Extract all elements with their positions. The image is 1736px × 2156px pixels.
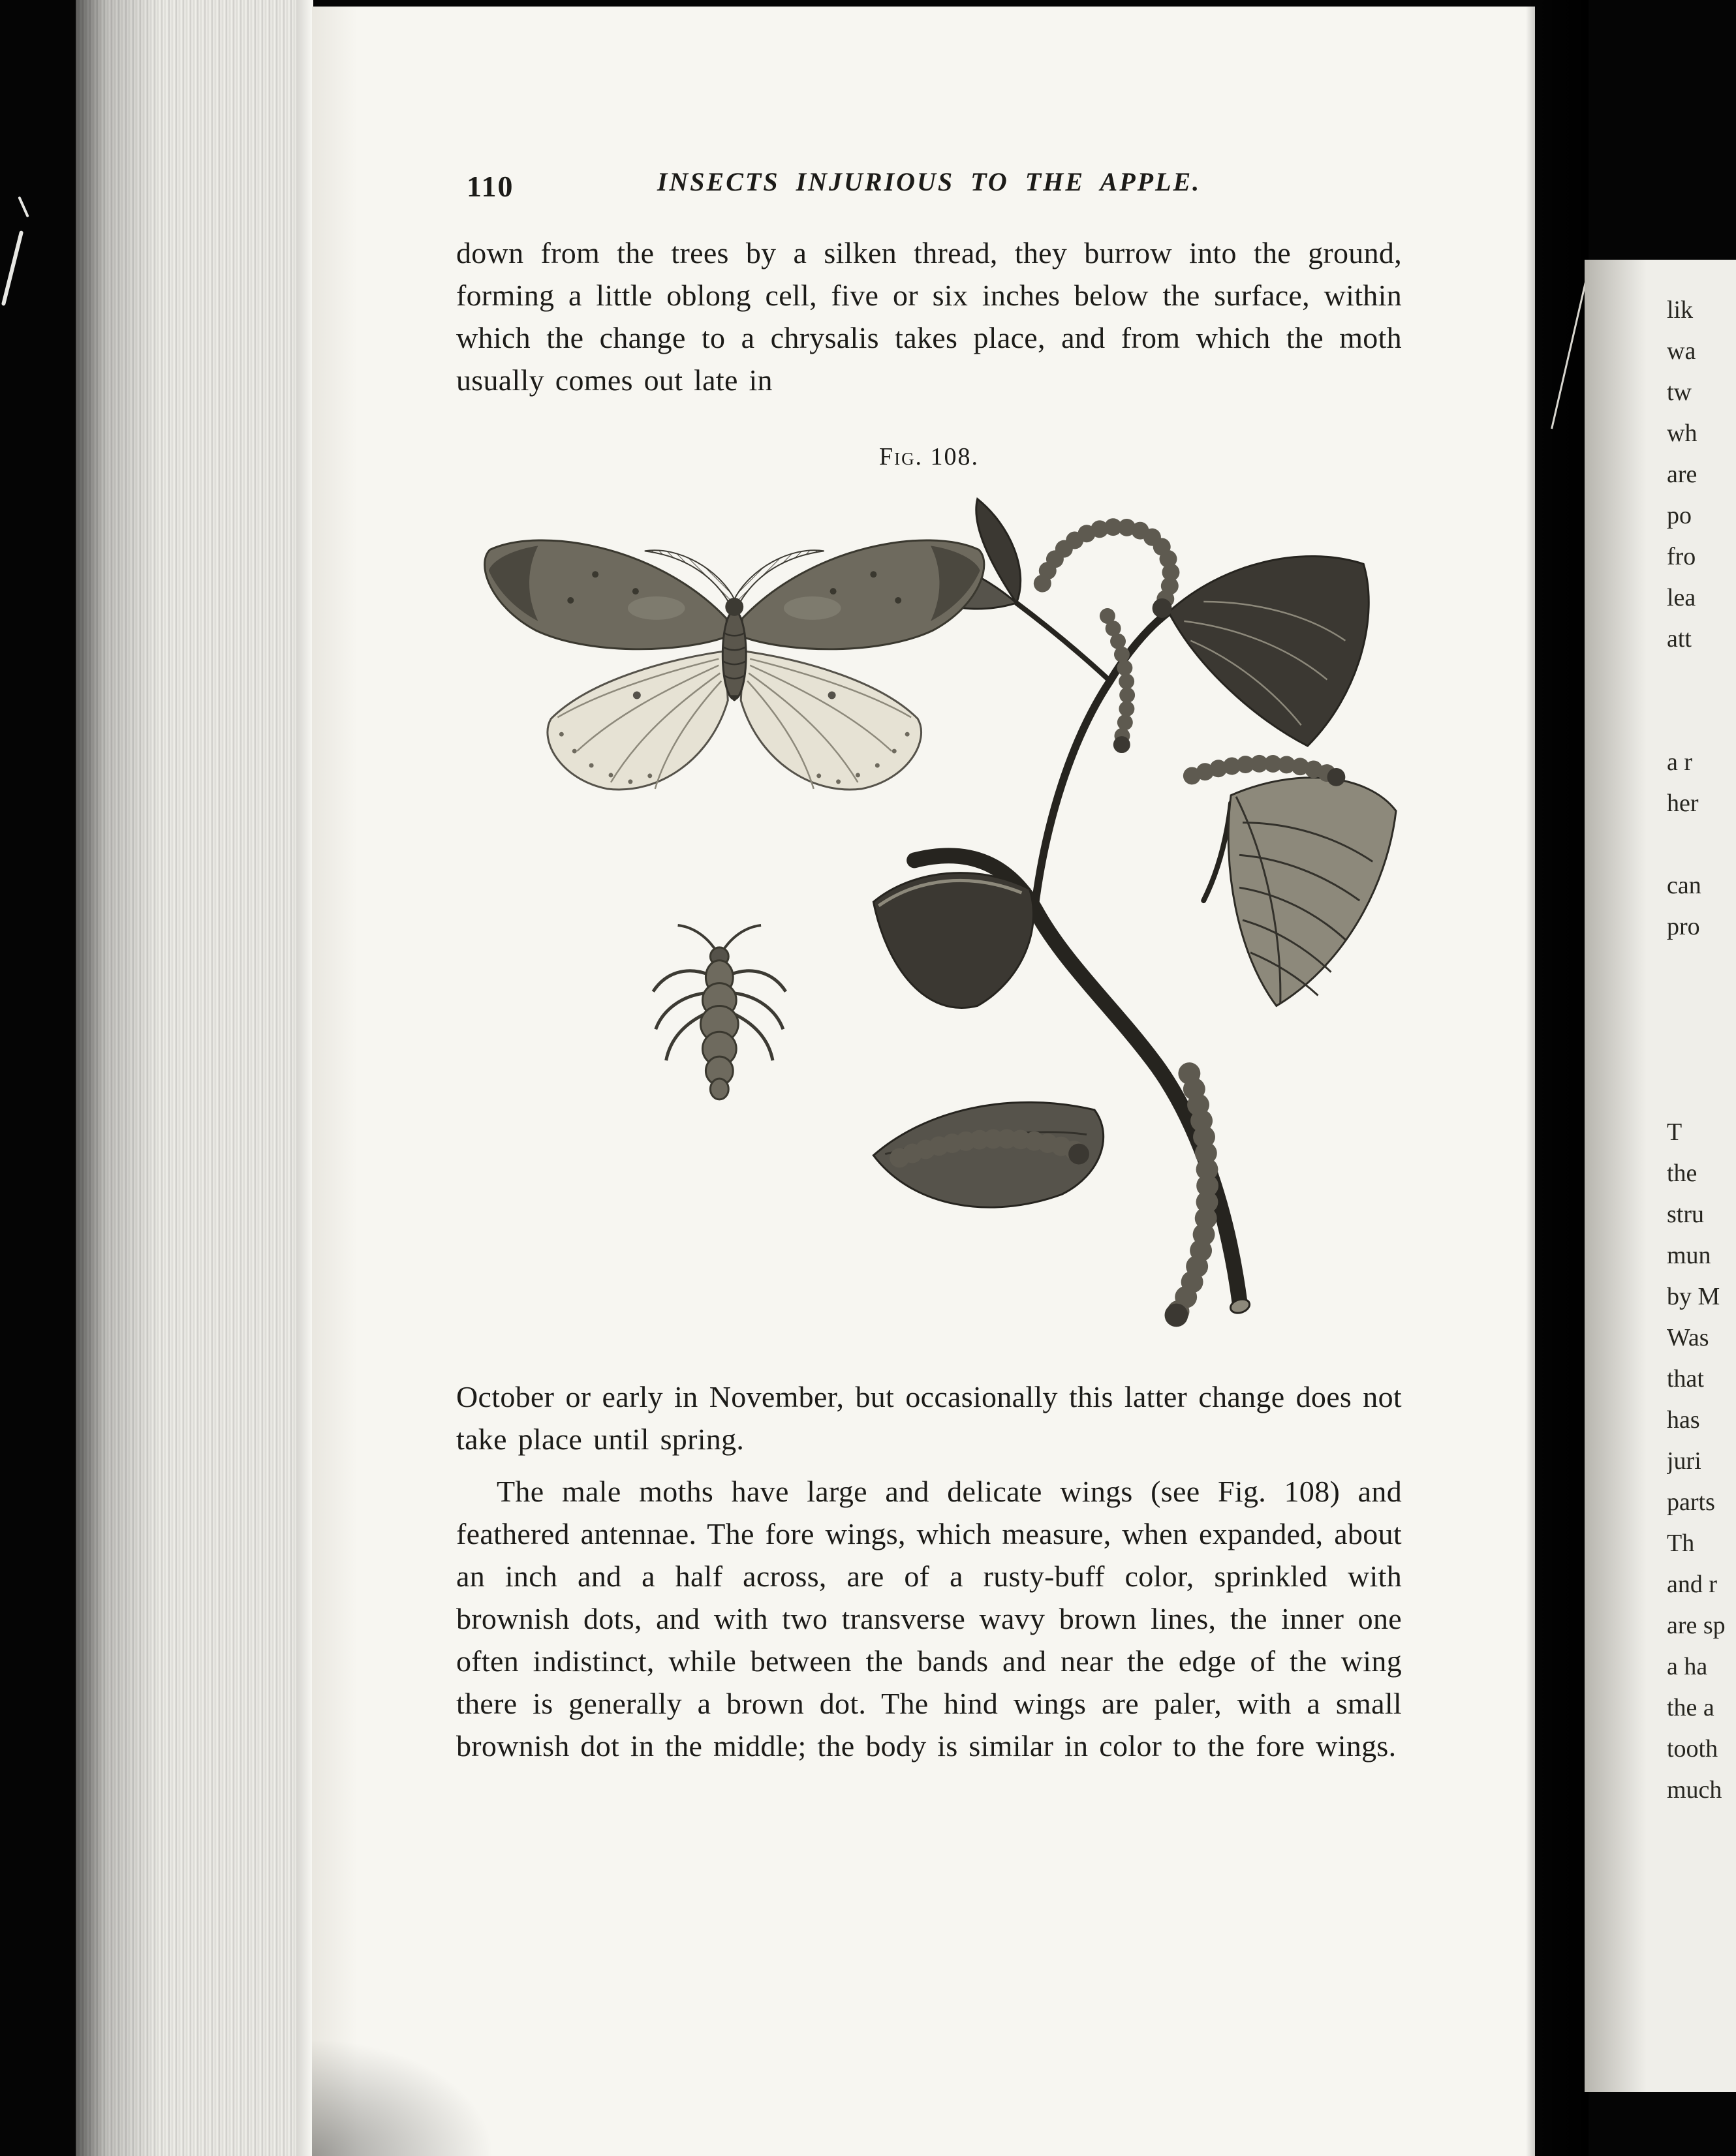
figure-caption: Fig. 108. <box>878 443 980 470</box>
adjacent-page-text-fragment: T <box>1667 1118 1682 1146</box>
paragraph-male-moths: The male moths have large and delicate wings (see Fig. 108) and feathered antennae. The fore wings, which measure, when expanded, about an inch and a half across, are of a rusty-buff color, sprinkled with brownish dots, and with two transverse wavy brown lines, the inner one often indistinct, while between the bands and near the edge of the wing there is generally a brown dot. The hind wings are paler, with a small brownish dot in the middle; the body is similar in color to the fore wings. <box>456 1475 1402 1763</box>
adjacent-page-text-fragment: her <box>1667 790 1699 817</box>
adjacent-page-text-fragment: stru <box>1667 1201 1704 1228</box>
adjacent-page-text-fragment: lea <box>1667 584 1696 611</box>
adjacent-page-text-fragment: can <box>1667 872 1701 899</box>
figure-illustration <box>456 483 1402 1361</box>
pen-mark <box>1 230 23 306</box>
paragraph-burrow: down from the trees by a silken thread, they burrow into the ground, forming a little oblong cell, five or six inches below the surface, within which the change to a chrysalis takes place, and from which the moth usually comes out late in <box>456 236 1402 397</box>
adjacent-page-text-fragment: Was <box>1667 1324 1709 1351</box>
adjacent-page-text-fragment: a r <box>1667 748 1693 776</box>
adjacent-page-text-fragment: pro <box>1667 913 1700 940</box>
adjacent-page-text-fragment: att <box>1667 625 1692 653</box>
adjacent-page-text-fragment <box>1667 660 1736 701</box>
adjacent-page-text-fragment: the a <box>1667 1694 1714 1721</box>
adjacent-page-text-fragment: the <box>1667 1160 1697 1187</box>
adjacent-page-text-fragment <box>1667 1030 1736 1071</box>
adjacent-page-text-fragment: parts <box>1667 1488 1715 1516</box>
right-page-sliver <box>1585 260 1736 2092</box>
adjacent-page-text-fragment: much <box>1667 1776 1722 1804</box>
adjacent-page-text-fragment: fro <box>1667 543 1696 570</box>
leaf <box>1168 556 1369 746</box>
pen-mark <box>18 196 29 218</box>
running-head: INSECTS INJURIOUS TO THE APPLE. <box>657 167 1201 196</box>
left-page <box>312 7 1535 2156</box>
page-corner-shadow <box>312 2039 495 2156</box>
moth-body <box>722 611 746 699</box>
adjacent-page-text-column <box>1667 290 1736 1811</box>
adjacent-page-text-fragment: wh <box>1667 420 1697 447</box>
page-header <box>456 166 1402 212</box>
adjacent-page-text-fragment: juri <box>1667 1447 1701 1475</box>
adjacent-page-text-fragment: Th <box>1667 1530 1695 1557</box>
page-number: 110 <box>467 170 514 203</box>
figure-108-engraving <box>456 483 1402 1357</box>
page-gutter-shadow <box>1526 0 1589 2156</box>
apple-branch <box>873 499 1396 1316</box>
leaf <box>1228 778 1396 1006</box>
adjacent-page-text-fragment: tw <box>1667 378 1692 406</box>
moth-head <box>725 598 743 616</box>
adjacent-page-text-fragment: wa <box>1667 337 1696 365</box>
adjacent-page-text-fragment: and r <box>1667 1571 1718 1598</box>
book-page-edges <box>76 0 313 2156</box>
wingless-female-moth <box>653 925 786 1100</box>
adjacent-page-text-fragment: tooth <box>1667 1735 1718 1763</box>
adjacent-page-text-fragment <box>1667 824 1736 865</box>
moth-hindwing <box>741 651 921 790</box>
adjacent-page-text-fragment <box>1667 947 1736 989</box>
caterpillar <box>1042 527 1171 606</box>
paragraph-october: October or early in November, but occasionally this latter change does not take place until spring. <box>456 1380 1402 1456</box>
adjacent-page-text-fragment <box>1667 701 1736 742</box>
adjacent-page-text-fragment: are <box>1667 461 1697 488</box>
adjacent-page-text-fragment: a ha <box>1667 1653 1708 1680</box>
adjacent-page-text-fragment <box>1667 1071 1736 1112</box>
adjacent-page-text-fragment: po <box>1667 502 1692 529</box>
adjacent-page-text-fragment: lik <box>1667 296 1694 324</box>
adjacent-page-text-fragment: that <box>1667 1365 1704 1393</box>
adjacent-page-text-fragment: mun <box>1667 1242 1711 1269</box>
male-moth <box>485 540 984 790</box>
caterpillar <box>1192 763 1335 776</box>
adjacent-page-text-fragment: are sp <box>1667 1612 1726 1639</box>
adjacent-page-text-fragment: has <box>1667 1406 1700 1434</box>
adjacent-page-text-fragment: by M <box>1667 1283 1720 1310</box>
adjacent-page-text-fragment <box>1667 989 1736 1030</box>
